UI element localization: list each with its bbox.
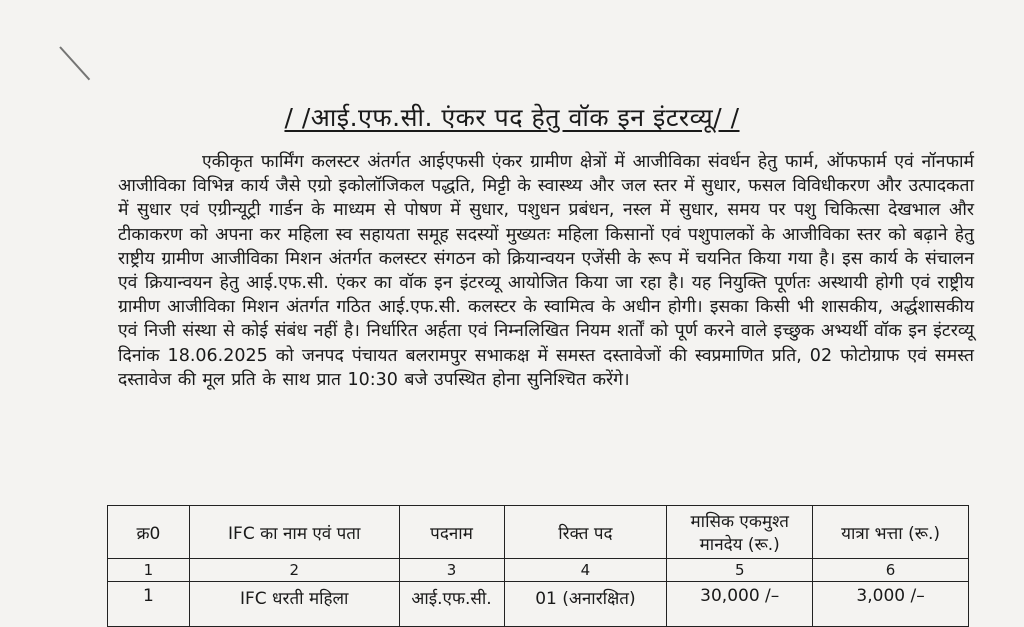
cell-vacancy: 01 (अनारक्षित) <box>504 582 667 627</box>
column-number: 5 <box>667 559 813 582</box>
cell-serial: 1 <box>108 582 190 627</box>
column-number: 3 <box>399 559 504 582</box>
header-honorarium: मासिक एकमुश्त मानदेय (रू.) <box>667 506 813 559</box>
pen-mark <box>59 46 90 80</box>
cell-ifc-name: IFC धरती महिला <box>189 582 399 627</box>
column-number: 6 <box>813 559 969 582</box>
table-header-row <box>108 506 969 559</box>
header-designation: पदनाम <box>399 506 504 559</box>
ifc-table <box>107 505 969 627</box>
page-title-text: / /आई.एफ.सी. एंकर पद हेतु वॉक इन इंटरव्यू/ / <box>284 103 740 132</box>
cell-travel-allowance: 3,000 /– <box>813 582 969 627</box>
cell-designation: आई.एफ.सी. <box>399 582 504 627</box>
column-number-row <box>108 559 969 582</box>
column-number: 1 <box>108 559 190 582</box>
column-number: 2 <box>189 559 399 582</box>
table-row <box>108 582 969 627</box>
header-vacancy: रिक्त पद <box>504 506 667 559</box>
header-travel-allowance: यात्रा भत्ता (रू.) <box>813 506 969 559</box>
body-paragraph: एकीकृत फार्मिंग कलस्टर अंतर्गत आईएफसी एंकर ग्रामीण क्षेत्रों में आजीविका संवर्धन हेतु फार्म, ऑफफार्म एवं नॉनफार्म आजीविका विभिन्न कार्य जैसे एग्रो इकोलॉजिकल पद्धति, मिट्टी के स्वास्थ्य और जल स्तर में सुधार, फसल विविधीकरण और उत्पादकता में सुधार एवं एग्रीन्यूट्री गार्डन के माध्यम से पोषण में सुधार, पशुधन प्रबंधन, नस्ल में सुधार, समय पर पशु चिकित्सा देखभाल और टीकाकरण को अपना कर महिला स्व सहायता समूह सदस्यों मुख्यतः महिला किसानों एवं पशुपालकों के आजीविका स्तर को बढ़ाने हेतु राष्ट्रीय ग्रामीण आजीविका मिशन अंतर्गत कलस्टर संगठन को क्रियान्वयन एजेंसी के रूप में चयनित किया गया है। इस कार्य के संचालन एवं क्रियान्वयन हेतु आई.एफ.सी. एंकर का वॉक इन इंटरव्यू आयोजित किया जा रहा है। यह नियुक्ति पूर्णतः अस्थायी होगी एवं राष्ट्रीय ग्रामीण आजीविका मिशन अंतर्गत गठित आई.एफ.सी. कलस्टर के स्वामित्व के अधीन होगी। इसका किसी भी शासकीय, अर्द्धशासकीय एवं निजी संस्था से कोई संबंध नहीं है। निर्धारित अर्हता एवं निम्नलिखित नियम शर्तों को पूर्ण करने वाले इच्छुक अभ्यर्थी वॉक इन इंटरव्यू दिनांक 18.06.2025 को जनपद पंचायत बलरामपुर सभाकक्ष में समस्त दस्तावेजों की स्वप्रमाणित प्रति, 02 फोटोग्राफ एवं समस्त दस्तावेज की मूल प्रति के साथ प्रात 10:30 बजे उपस्थित होना सुनिश्चित करेंगे। <box>118 152 974 390</box>
header-ifc-name: IFC का नाम एवं पता <box>189 506 399 559</box>
page-title <box>0 100 1024 134</box>
cell-honorarium: 30,000 /– <box>667 582 813 627</box>
header-serial: क्र0 <box>108 506 190 559</box>
column-number: 4 <box>504 559 667 582</box>
